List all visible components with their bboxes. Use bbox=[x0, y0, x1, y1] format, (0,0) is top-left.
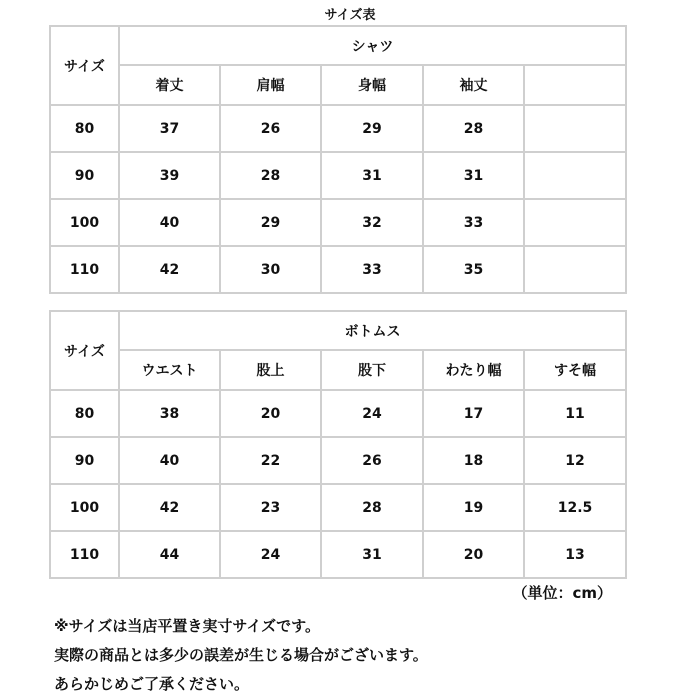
table-cell: 37 bbox=[119, 105, 220, 152]
table-cell: 28 bbox=[423, 105, 524, 152]
size-cell: 90 bbox=[50, 437, 119, 484]
note-line: ※サイズは当店平置き実寸サイズです。 bbox=[54, 617, 320, 635]
column-header: すそ幅 bbox=[524, 350, 626, 390]
table-cell: 22 bbox=[220, 437, 321, 484]
note-line: あらかじめご了承ください。 bbox=[54, 675, 250, 693]
table-cell: 28 bbox=[220, 152, 321, 199]
table-cell: 12 bbox=[524, 437, 626, 484]
unit-note: （単位：cm） bbox=[512, 584, 612, 602]
table-row bbox=[50, 246, 626, 293]
table-cell bbox=[524, 246, 626, 293]
table-cell: 42 bbox=[119, 484, 220, 531]
size-cell: 80 bbox=[50, 105, 119, 152]
table-cell: 42 bbox=[119, 246, 220, 293]
table-cell: 13 bbox=[524, 531, 626, 578]
table-cell: 24 bbox=[220, 531, 321, 578]
column-header: 股下 bbox=[321, 350, 423, 390]
column-header: 肩幅 bbox=[220, 65, 321, 105]
table-cell: 30 bbox=[220, 246, 321, 293]
table-cell: 20 bbox=[423, 531, 524, 578]
column-header: 身幅 bbox=[321, 65, 423, 105]
table-cell: 35 bbox=[423, 246, 524, 293]
table-cell bbox=[524, 152, 626, 199]
table-cell: 32 bbox=[321, 199, 423, 246]
shirt-size-table bbox=[49, 25, 627, 294]
table-row bbox=[50, 437, 626, 484]
table-cell: 26 bbox=[220, 105, 321, 152]
table-cell: 33 bbox=[321, 246, 423, 293]
table-cell: 24 bbox=[321, 390, 423, 437]
column-header: 袖丈 bbox=[423, 65, 524, 105]
table-cell: 28 bbox=[321, 484, 423, 531]
column-header bbox=[524, 65, 626, 105]
table-cell: 31 bbox=[321, 152, 423, 199]
table-cell: 40 bbox=[119, 437, 220, 484]
table-cell: 39 bbox=[119, 152, 220, 199]
table-cell: 12.5 bbox=[524, 484, 626, 531]
table-cell: 33 bbox=[423, 199, 524, 246]
table-row bbox=[50, 199, 626, 246]
table-cell: 29 bbox=[321, 105, 423, 152]
table-cell: 40 bbox=[119, 199, 220, 246]
column-header: ウエスト bbox=[119, 350, 220, 390]
size-header: サイズ bbox=[50, 26, 119, 105]
column-header: 股上 bbox=[220, 350, 321, 390]
table-row bbox=[50, 484, 626, 531]
table-cell: 20 bbox=[220, 390, 321, 437]
table-cell: 31 bbox=[423, 152, 524, 199]
table-cell: 11 bbox=[524, 390, 626, 437]
table-cell: 18 bbox=[423, 437, 524, 484]
note-line: 実際の商品とは多少の誤差が生じる場合がございます。 bbox=[54, 646, 428, 664]
table-row bbox=[50, 105, 626, 152]
size-cell: 110 bbox=[50, 246, 119, 293]
table-cell: 17 bbox=[423, 390, 524, 437]
table-cell bbox=[524, 199, 626, 246]
table-row bbox=[50, 152, 626, 199]
bottoms-size-table bbox=[49, 310, 627, 579]
bottoms-group-header: ボトムス bbox=[119, 311, 626, 350]
table-cell bbox=[524, 105, 626, 152]
column-header: わたり幅 bbox=[423, 350, 524, 390]
table-cell: 44 bbox=[119, 531, 220, 578]
table-row bbox=[50, 390, 626, 437]
table-cell: 26 bbox=[321, 437, 423, 484]
size-cell: 80 bbox=[50, 390, 119, 437]
table-cell: 31 bbox=[321, 531, 423, 578]
column-header: 着丈 bbox=[119, 65, 220, 105]
table-cell: 19 bbox=[423, 484, 524, 531]
size-cell: 100 bbox=[50, 484, 119, 531]
size-cell: 110 bbox=[50, 531, 119, 578]
table-row bbox=[50, 531, 626, 578]
notes bbox=[54, 612, 428, 699]
size-header: サイズ bbox=[50, 311, 119, 390]
size-cell: 90 bbox=[50, 152, 119, 199]
table-cell: 38 bbox=[119, 390, 220, 437]
shirt-group-header: シャツ bbox=[119, 26, 626, 65]
size-cell: 100 bbox=[50, 199, 119, 246]
page-title: サイズ表 bbox=[324, 8, 376, 23]
table-cell: 23 bbox=[220, 484, 321, 531]
table-cell: 29 bbox=[220, 199, 321, 246]
